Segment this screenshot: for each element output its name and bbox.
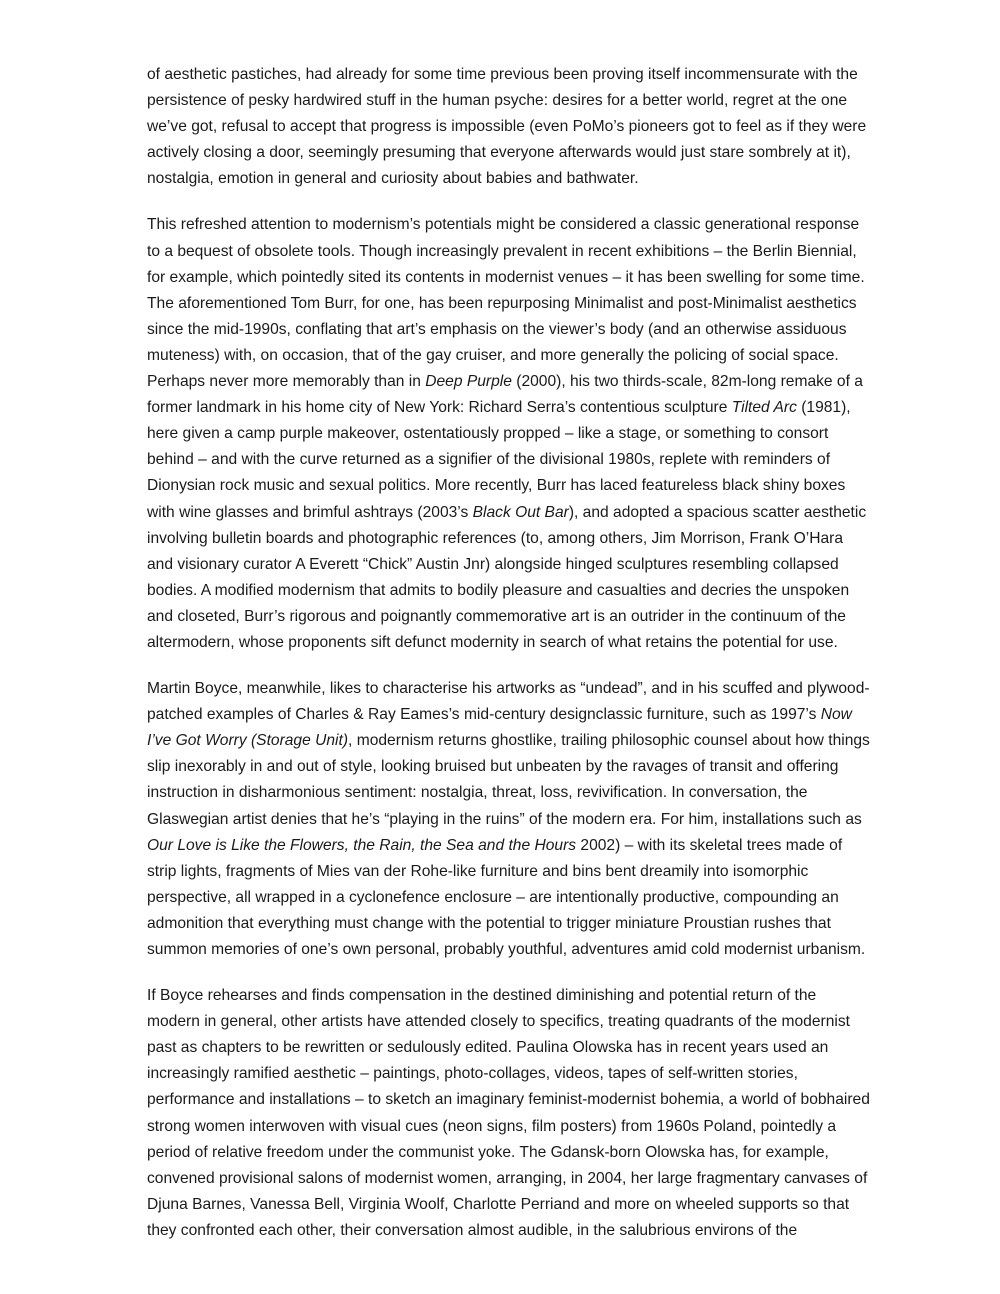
paragraph-3 [147,676,897,963]
italic-title: Now I’ve Got Worry (Storage Unit) [147,706,852,750]
italic-title: Tilted Arc [731,399,797,417]
text-run: , modernism returns ghostlike, trailing philosophic counsel about how things slip inexorably in and out of style, looking bruised but unbeaten by the ravages of transit and offering instruction in disharmonious sentiment: nostalgia, threat, loss, revivification. In conversation, the Glaswegian artist denies that he’s “playing in the ruins” of the modern era. For him, installations such as [147,732,870,828]
text-run: of aesthetic pastiches, had already for some time previous been proving itself incommensurate with the persistence of pesky hardwired stuff in the human psyche: desires for a better world, regret at the one we’ve got, refusal to accept that progress is impossible (even PoMo’s pioneers got to feel as if they were actively closing a door, seemingly presuming that everyone afterwards would just stare sombrely at it), nostalgia, emotion in general and curiosity about babies and bathwater. [147,66,867,188]
paragraph-2 [147,212,897,656]
text-run: 2002) – with its skeletal trees made of strip lights, fragments of Mies van der Rohe-like furniture and bins bent dreamily into isomorphic perspective, all wrapped in a cyclonefence enclosure – are intentionally productive, compounding an admonition that everything must change with the potential to trigger miniature Proustian rushes that summon memories of one’s own personal, probably youthful, adventures amid cold modernist urbanism. [147,836,866,958]
italic-title: Black Out Bar [472,503,569,521]
text-run: If Boyce rehearses and finds compensation in the destined diminishing and potential return of the modern in general, other artists have attended closely to specifics, treating quadrants of the modernist past as chapters to be rewritten or sedulously edited. Paulina Olowska has in recent years used an increasingly ramified aesthetic – paintings, photo-collages, videos, tapes of self-written stories, performance and installations – to sketch an imaginary feminist-modernist bohemia, a world of bobhaired strong women interwoven with visual cues (neon signs, film posters) from 1960s Poland, pointedly a period of relative freedom under the communist yoke. The Gdansk-born Olowska has, for example, convened provisional salons of modernist women, arranging, in 2004, her large fragmentary canvases of Djuna Barnes, Vanessa Bell, Virginia Woolf, Charlotte Perriand and more on wheeled supports so that they confronted each other, their conversation almost audible, in the salubrious environs of the [147,987,870,1239]
paragraph-1 [147,62,897,192]
italic-title: Deep Purple [425,373,512,391]
text-run: ), and adopted a spacious scatter aesthetic involving bulletin boards and photographic references (to, among others, Jim Morrison, Frank O’Hara and visionary curator A Everett “Chick” Austin Jnr) alongside hinged sculptures resembling collapsed bodies. A modified modernism that admits to bodily pleasure and casualties and decries the unspoken and closeted, Burr’s rigorous and poignantly commemorative art is an outrider in the continuum of the altermodern, whose proponents sift defunct modernity in search of what retains the potential for use. [147,503,867,651]
text-run: Martin Boyce, meanwhile, likes to characterise his artworks as “undead”, and in his scuffed and plywood- patched examples of Charles & Ray Eames’s mid-century designclassic furniture, such as 1997’s [147,680,870,724]
text-run: (2000), his two thirds-scale, 82m-long remake of a former landmark in his home city of New York: Richard Serra’s contentious sculpture [147,373,863,417]
text-run: (1981), here given a camp purple makeover, ostentatiously propped – like a stage, or something to consort behind – and with the curve returned as a signifier of the divisional 1980s, replete with reminders of Dionysian rock music and sexual politics. More recently, Burr has laced featureless black shiny boxes with wine glasses and brimful ashtrays (2003’s [147,399,851,521]
italic-title: Our Love is Like the Flowers, the Rain, the Sea and the Hours [147,836,577,854]
paragraph-4 [147,983,897,1244]
document-page [147,62,897,1264]
text-run: This refreshed attention to modernism’s potentials might be considered a classic generational response to a bequest of obsolete tools. Though increasingly prevalent in recent exhibitions – the Berlin Biennial, for example, which pointedly sited its contents in modernist venues – it has been swelling for some time. The aforementioned Tom Burr, for one, has been repurposing Minimalist and post-Minimalist aesthetics since the mid-1990s, conflating that art’s emphasis on the viewer’s body (and an otherwise assiduous muteness) with, on occasion, that of the gay cruiser, and more generally the policing of social space. Perhaps never more memorably than in [147,216,865,391]
